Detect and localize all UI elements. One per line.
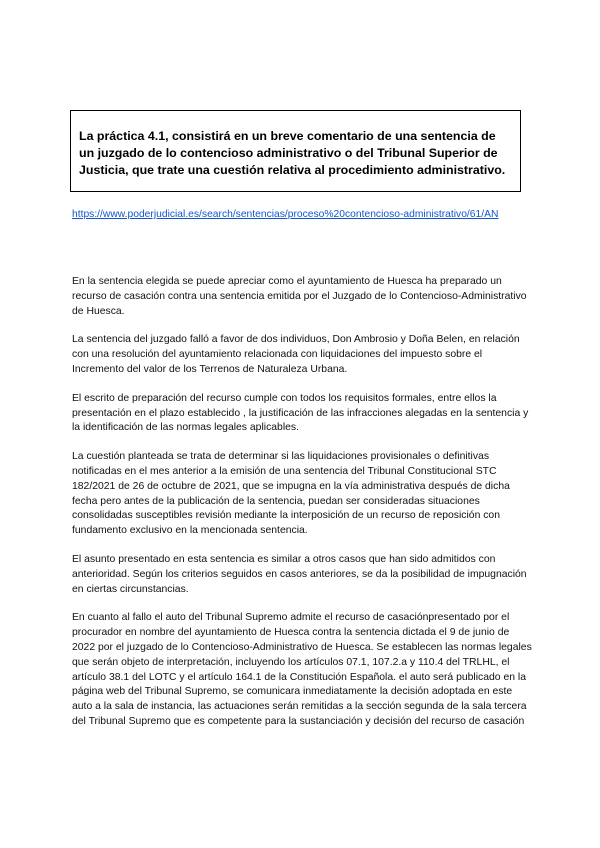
commentary-body: [72, 275, 534, 744]
paragraph-3: El escrito de preparación del recurso cumple con todos los requisitos formales, entre ellos la presentación en el plazo establecido , la justificación de las infracciones alegadas en la sentencia y la identificación de las normas legales aplicables.: [72, 392, 529, 434]
assignment-heading-box: [70, 110, 521, 192]
paragraph-1: En la sentencia elegida se puede apreciar como el ayuntamiento de Huesca ha preparado un recurso de casación contra una sentencia emitida por el Juzgado de lo Contencioso-Administrativo de Huesca.: [72, 276, 527, 317]
paragraph-4: La cuestión planteada se trata de determinar si las liquidaciones provisionales o definitivas notificadas en el mes anterior a la emisión de una sentencia del Tribunal Constitucional STC 182/2021 de 26 de octubre de 2021, que se impugna en la vía administrativa después de dicha fecha pero antes de la publicación de la sentencia, puedan ser consideradas situaciones consolidadas susceptibles revisión mediante la interposición de un recurso de reposición con fundamento exclusivo en la mencionada sentencia.: [72, 451, 510, 537]
paragraph-2: La sentencia del juzgado falló a favor de dos individuos, Don Ambrosio y Doña Belen, en relación con una resolución del ayuntamiento relacionada con liquidaciones del impuesto sobre el Incremento del valor de los Terrenos de Naturaleza Urbana.: [72, 334, 520, 375]
paragraph-6: En cuanto al fallo el auto del Tribunal Supremo admite el recurso de casaciónpresentado por el procurador en nombre del ayuntamiento de Huesca contra la sentencia dictada el 9 de junio de 2022 por el juzgado de lo Contencioso-Administrativo de Huesca. Se establecen las normas legales que serán objeto de interpretación, incluyendo los artículos 07.1, 107.2.a y 110.4 del TRLHL, el artículo 38.1 del LOTC y el artículo 164.1 de la Constitución Española. el auto será publicado en la página web del Tribunal Supremo, se comunicara inmediatamente la decisión adoptada en este auto a la sala de instancia, las actuaciones serán remitidas a la sección segunda de la sala tercera del Tribunal Supremo que es competente para la sustanciación y decisión del recurso de casación: [72, 612, 532, 727]
source-link[interactable]: https://www.poderjudicial.es/search/sentencias/proceso%20contencioso-administrativo/61/AN: [72, 209, 499, 220]
paragraph-5: El asunto presentado en esta sentencia es similar a otros casos que han sido admitidos con anterioridad. Según los criterios seguidos en casos anteriores, se da la posibilidad de impugnación en ciertas circunstancias.: [72, 553, 527, 595]
assignment-heading: La práctica 4.1, consistirá en un breve comentario de una sentencia de un juzgado de lo contencioso administrativo o del Tribunal Superior de Justicia, que trate una cuestión relativa al procedimiento administrativo.: [79, 129, 506, 177]
